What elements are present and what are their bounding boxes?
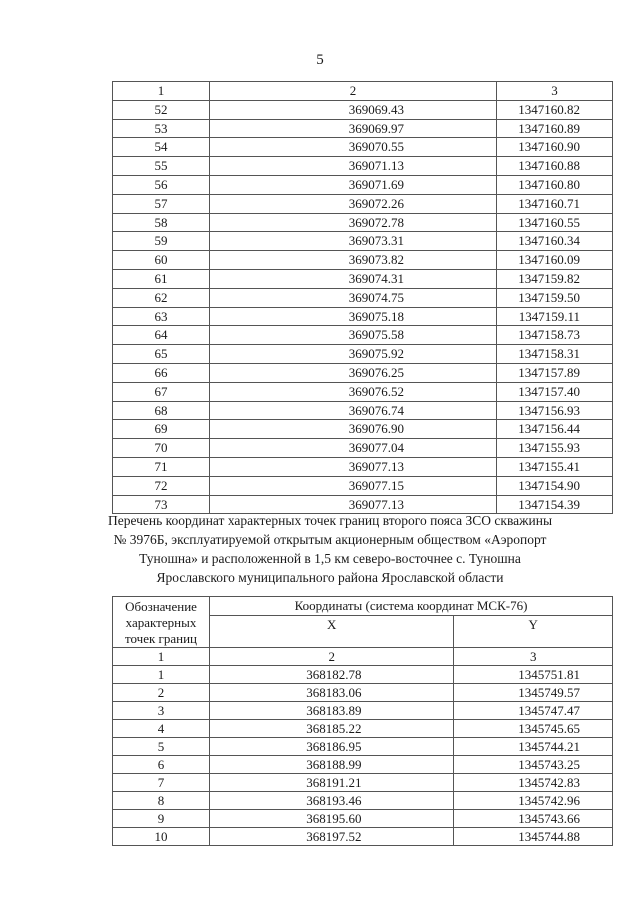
point-number: 58	[113, 213, 210, 232]
point-number: 63	[113, 307, 210, 326]
y-coordinate: 1347158.31	[497, 345, 613, 364]
table-row	[113, 738, 613, 756]
caption-line: Перечень координат характерных точек границ второго пояса ЗСО скважины	[107, 513, 553, 528]
y-coordinate: 1347156.93	[497, 401, 613, 420]
table-row	[113, 828, 613, 846]
table-row	[113, 774, 613, 792]
point-number: 62	[113, 288, 210, 307]
x-coordinate: 369077.13	[210, 495, 497, 514]
table-row	[113, 269, 613, 288]
column-number: 1	[113, 82, 210, 101]
point-number: 1	[113, 666, 210, 684]
table-row	[113, 345, 613, 364]
table-row	[113, 420, 613, 439]
point-number: 67	[113, 382, 210, 401]
coordinates-table-second-zone	[112, 596, 613, 846]
table-row	[113, 138, 613, 157]
point-number: 57	[113, 194, 210, 213]
point-number: 54	[113, 138, 210, 157]
table-row	[113, 457, 613, 476]
y-coordinate: 1347159.82	[497, 269, 613, 288]
y-coordinate: 1347160.34	[497, 232, 613, 251]
x-coordinate: 368186.95	[210, 738, 454, 756]
table-row	[113, 382, 613, 401]
point-number: 71	[113, 457, 210, 476]
point-number: 53	[113, 119, 210, 138]
column-number: 3	[497, 82, 613, 101]
point-number: 64	[113, 326, 210, 345]
y-coordinate: 1347159.50	[497, 288, 613, 307]
point-number: 8	[113, 792, 210, 810]
coordinates-table-continued	[112, 81, 613, 514]
table-row	[113, 439, 613, 458]
y-coordinate: 1347154.90	[497, 476, 613, 495]
point-number: 68	[113, 401, 210, 420]
point-number: 55	[113, 157, 210, 176]
y-coordinate: 1347157.89	[497, 363, 613, 382]
point-number: 65	[113, 345, 210, 364]
x-coordinate: 369076.25	[210, 363, 497, 382]
x-coordinate: 369077.13	[210, 457, 497, 476]
x-coordinate: 369073.31	[210, 232, 497, 251]
point-number: 61	[113, 269, 210, 288]
y-coordinate: 1347160.55	[497, 213, 613, 232]
x-coordinate: 368193.46	[210, 792, 454, 810]
x-coordinate: 369076.52	[210, 382, 497, 401]
x-coordinate: 369076.90	[210, 420, 497, 439]
x-coordinate: 369069.97	[210, 119, 497, 138]
x-coordinate: 369074.75	[210, 288, 497, 307]
y-coordinate: 1347155.93	[497, 439, 613, 458]
y-coordinate: 1347160.80	[497, 175, 613, 194]
table-row	[113, 194, 613, 213]
x-coordinate: 369071.13	[210, 157, 497, 176]
point-number: 59	[113, 232, 210, 251]
header-row	[113, 597, 613, 616]
table-row	[113, 720, 613, 738]
table-row	[113, 476, 613, 495]
page-number: 5	[316, 52, 324, 68]
y-coordinate: 1345747.47	[454, 702, 613, 720]
point-designation-header	[113, 597, 210, 648]
table-row	[113, 702, 613, 720]
y-coordinate: 1345751.81	[454, 666, 613, 684]
point-number: 66	[113, 363, 210, 382]
x-coordinate: 368185.22	[210, 720, 454, 738]
x-coordinate: 369075.18	[210, 307, 497, 326]
point-number: 6	[113, 756, 210, 774]
table-row	[113, 157, 613, 176]
caption-line: № 3976Б, эксплуатируемой открытым акционерным обществом «Аэропорт	[113, 532, 547, 547]
x-coordinate: 368197.52	[210, 828, 454, 846]
x-coordinate: 369075.92	[210, 345, 497, 364]
x-coordinate: 368182.78	[210, 666, 454, 684]
table-body	[113, 666, 613, 846]
table-row	[113, 401, 613, 420]
table-row	[113, 175, 613, 194]
x-coordinate: 369072.26	[210, 194, 497, 213]
table-body	[113, 100, 613, 514]
y-coordinate: 1345745.65	[454, 720, 613, 738]
y-coordinate: 1347159.11	[497, 307, 613, 326]
y-coordinate: 1347156.44	[497, 420, 613, 439]
x-coordinate: 369074.31	[210, 269, 497, 288]
x-coordinate: 369069.43	[210, 100, 497, 119]
y-coordinate: 1345744.21	[454, 738, 613, 756]
y-coordinate: 1347160.89	[497, 119, 613, 138]
x-coordinate: 368183.06	[210, 684, 454, 702]
caption-line: Ярославского муниципального района Ярославской области	[156, 570, 504, 585]
table-row	[113, 326, 613, 345]
y-coordinate: 1347155.41	[497, 457, 613, 476]
table-row	[113, 684, 613, 702]
column-number: 3	[454, 648, 613, 666]
point-number: 73	[113, 495, 210, 514]
y-coordinate: 1347160.88	[497, 157, 613, 176]
point-number: 9	[113, 810, 210, 828]
x-column-header: X	[210, 615, 454, 647]
table-row	[113, 251, 613, 270]
y-coordinate: 1347157.40	[497, 382, 613, 401]
y-coordinate: 1345744.88	[454, 828, 613, 846]
table-row	[113, 810, 613, 828]
x-coordinate: 369077.15	[210, 476, 497, 495]
column-number: 2	[210, 648, 454, 666]
table-row	[113, 119, 613, 138]
table-column-numbers	[113, 82, 613, 101]
x-coordinate: 369075.58	[210, 326, 497, 345]
point-number: 5	[113, 738, 210, 756]
table-row	[113, 213, 613, 232]
table-row	[113, 232, 613, 251]
table-column-numbers	[113, 648, 613, 666]
point-number: 7	[113, 774, 210, 792]
point-number: 72	[113, 476, 210, 495]
x-coordinate: 368191.21	[210, 774, 454, 792]
point-number: 52	[113, 100, 210, 119]
y-coordinate: 1347160.71	[497, 194, 613, 213]
table-row	[113, 100, 613, 119]
table-row	[113, 792, 613, 810]
x-coordinate: 369073.82	[210, 251, 497, 270]
column-number: 1	[113, 648, 210, 666]
coordinates-group-header: Координаты (система координат МСК-76)	[210, 597, 613, 616]
point-number: 70	[113, 439, 210, 458]
x-coordinate: 369076.74	[210, 401, 497, 420]
point-number: 2	[113, 684, 210, 702]
table-row	[113, 307, 613, 326]
header-line: точек границ	[124, 631, 198, 646]
point-number: 4	[113, 720, 210, 738]
x-coordinate: 368188.99	[210, 756, 454, 774]
column-number: 2	[210, 82, 497, 101]
header-line: характерных	[125, 615, 197, 630]
y-coordinate: 1345743.25	[454, 756, 613, 774]
x-coordinate: 369071.69	[210, 175, 497, 194]
x-coordinate: 369070.55	[210, 138, 497, 157]
point-number: 60	[113, 251, 210, 270]
point-number: 3	[113, 702, 210, 720]
x-coordinate: 368195.60	[210, 810, 454, 828]
y-coordinate: 1347158.73	[497, 326, 613, 345]
y-column-header: Y	[454, 615, 613, 647]
x-coordinate: 369072.78	[210, 213, 497, 232]
y-coordinate: 1347160.82	[497, 100, 613, 119]
y-coordinate: 1347154.39	[497, 495, 613, 514]
table-row	[113, 756, 613, 774]
point-number: 10	[113, 828, 210, 846]
y-coordinate: 1345742.83	[454, 774, 613, 792]
y-coordinate: 1347160.90	[497, 138, 613, 157]
point-number: 69	[113, 420, 210, 439]
y-coordinate: 1345742.96	[454, 792, 613, 810]
header-line: Обозначение	[125, 599, 197, 614]
caption-line: Туношна» и расположенной в 1,5 км северо-восточнее с. Туношна	[139, 551, 521, 566]
table-row	[113, 288, 613, 307]
y-coordinate: 1345743.66	[454, 810, 613, 828]
x-coordinate: 369077.04	[210, 439, 497, 458]
y-coordinate: 1347160.09	[497, 251, 613, 270]
x-coordinate: 368183.89	[210, 702, 454, 720]
table-row	[113, 363, 613, 382]
y-coordinate: 1345749.57	[454, 684, 613, 702]
point-number: 56	[113, 175, 210, 194]
table-row	[113, 666, 613, 684]
table-caption	[95, 511, 565, 587]
